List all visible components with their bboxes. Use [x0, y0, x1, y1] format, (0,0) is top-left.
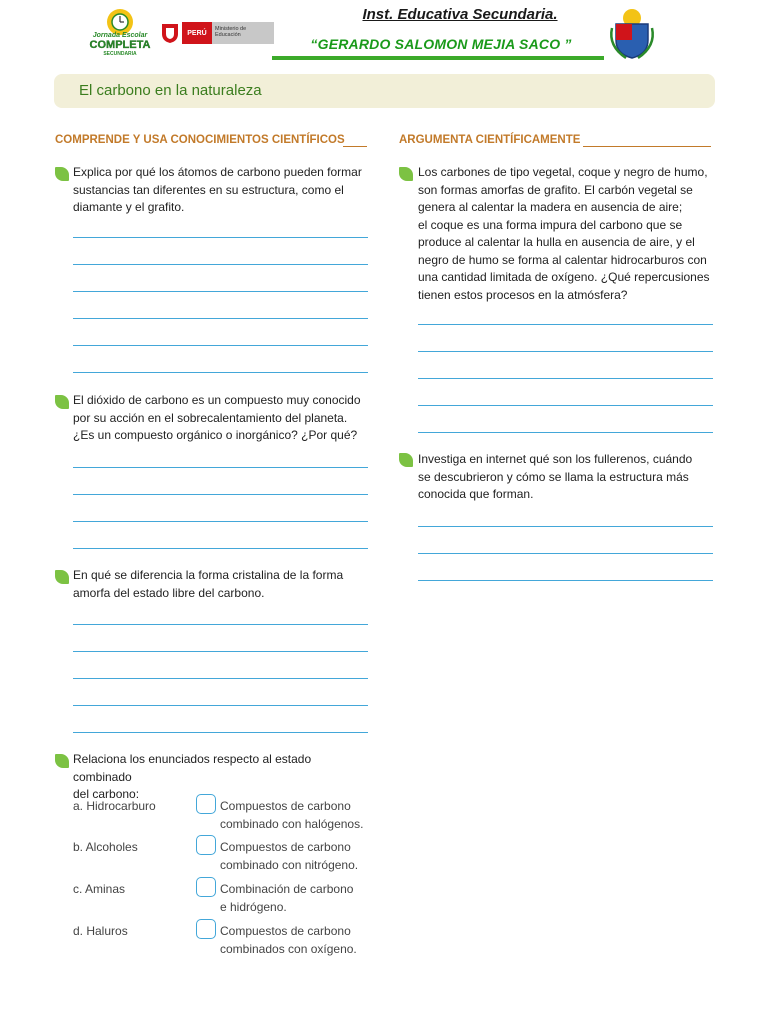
- answer-line[interactable]: [418, 351, 713, 352]
- answer-line[interactable]: [418, 324, 713, 325]
- match-statement: Combinación de carbono e hidrógeno.: [220, 882, 354, 914]
- question-2: El dióxido de carbono es un compuesto muy conocido por su acción en el sobrecalentamiento del planeta. ¿Es un compuesto orgánico o inorgánico? ¿Por qué?: [73, 393, 361, 442]
- answer-line[interactable]: [73, 345, 368, 346]
- question-5: Los carbones de tipo vegetal, coque y negro de humo, son formas amorfas de grafito. El carbón vegetal se genera al calentar la madera en ausencia de aire; el coque es una forma impura del carbono que se produce al calentar la hulla en ausencia de aire, y el negro de humo se forma al calentar hidrocarburos con una cantidad limitada de oxígeno. ¿Qué repercusiones tienen estos procesos en la atmósfera?: [418, 165, 710, 302]
- left-heading-rule: [343, 146, 367, 147]
- peru-shield-icon: [160, 22, 180, 44]
- answer-line[interactable]: [73, 732, 368, 733]
- answer-line[interactable]: [73, 651, 368, 652]
- match-statement: Compuestos de carbono combinado con nitrógeno.: [220, 840, 359, 872]
- school-name: “GERARDO SALOMON MEJIA SACO ”: [310, 36, 572, 52]
- right-heading-rule: [583, 146, 711, 147]
- answer-line[interactable]: [418, 553, 713, 554]
- school-crest-icon: [606, 6, 658, 62]
- ministry-logo: [182, 22, 274, 44]
- right-section-heading: ARGUMENTA CIENTÍFICAMENTE: [399, 134, 581, 146]
- answer-line[interactable]: [418, 378, 713, 379]
- answer-line[interactable]: [73, 624, 368, 625]
- logo-line2: COMPLETA: [89, 39, 151, 51]
- answer-line[interactable]: [418, 526, 713, 527]
- header-divider: [272, 56, 604, 60]
- answer-line[interactable]: [73, 467, 368, 468]
- institution-title: Inst. Educativa Secundaria.: [362, 6, 558, 23]
- leaf-bullet-icon: [399, 167, 413, 181]
- leaf-bullet-icon: [55, 570, 69, 584]
- logo-line1: Jornada Escolar: [92, 32, 148, 39]
- match-statement: Compuestos de carbono combinado con halógenos.: [220, 799, 364, 831]
- answer-line[interactable]: [73, 372, 368, 373]
- question-6: Investiga en internet qué son los fullerenos, cuándo se descubrieron y cómo se llama la estructura más conocida que forman.: [418, 452, 693, 501]
- logo-line3: SECUNDARIA: [103, 51, 137, 57]
- option-a: a. Hidrocarburo: [73, 799, 156, 813]
- option-c: c. Aminas: [73, 882, 126, 896]
- leaf-bullet-icon: [399, 453, 413, 467]
- answer-line[interactable]: [73, 678, 368, 679]
- match-checkbox[interactable]: [196, 877, 216, 897]
- answer-line[interactable]: [73, 521, 368, 522]
- option-d: d. Haluros: [73, 924, 128, 938]
- left-section-heading: COMPRENDE Y USA CONOCIMIENTOS CIENTÍFICOS: [55, 134, 345, 146]
- page-title: El carbono en la naturaleza: [79, 82, 262, 99]
- match-checkbox[interactable]: [196, 794, 216, 814]
- option-b: b. Alcoholes: [73, 840, 138, 854]
- answer-line[interactable]: [73, 264, 368, 265]
- jornada-escolar-completa-logo: [80, 4, 160, 58]
- match-checkbox[interactable]: [196, 835, 216, 855]
- ministry-label: Ministerio de Educación: [215, 26, 247, 38]
- leaf-bullet-icon: [55, 395, 69, 409]
- answer-line[interactable]: [73, 291, 368, 292]
- leaf-bullet-icon: [55, 754, 69, 768]
- answer-line[interactable]: [418, 580, 713, 581]
- answer-line[interactable]: [73, 548, 368, 549]
- question-4: Relaciona los enunciados respecto al estado combinado del carbono:: [73, 752, 312, 801]
- match-checkbox[interactable]: [196, 919, 216, 939]
- peru-label: PERÚ: [182, 22, 212, 44]
- question-3: En qué se diferencia la forma cristalina de la forma amorfa del estado libre del carbono.: [73, 568, 344, 600]
- answer-line[interactable]: [73, 237, 368, 238]
- answer-line[interactable]: [418, 405, 713, 406]
- answer-line[interactable]: [73, 705, 368, 706]
- question-1: Explica por qué los átomos de carbono pueden formar sustancias tan diferentes en su estructura, como el diamante y el grafito.: [73, 165, 362, 214]
- answer-line[interactable]: [73, 494, 368, 495]
- match-statement: Compuestos de carbono combinados con oxígeno.: [220, 924, 357, 956]
- answer-line[interactable]: [73, 318, 368, 319]
- leaf-bullet-icon: [55, 167, 69, 181]
- answer-line[interactable]: [418, 432, 713, 433]
